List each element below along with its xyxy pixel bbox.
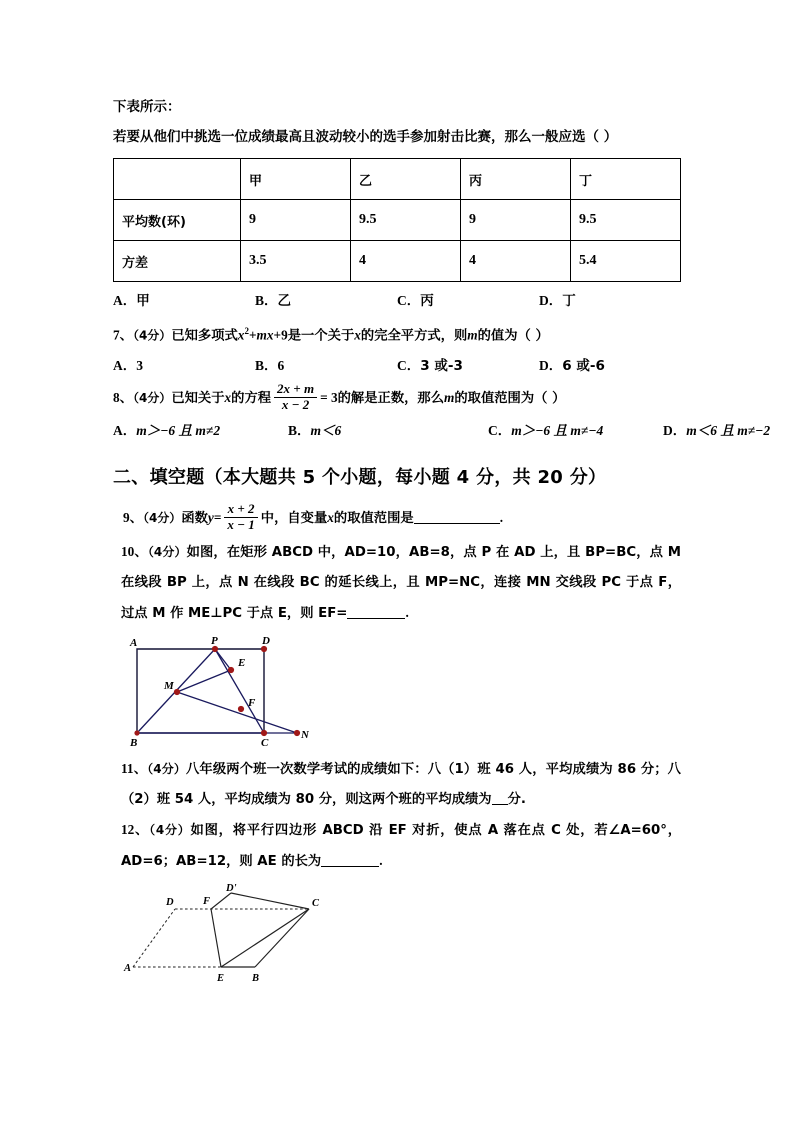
- statistics-table: [113, 158, 681, 282]
- option-d[interactable]: D．丁: [539, 293, 576, 309]
- question-10-stem: [121, 537, 681, 629]
- q7-expr-m: mx: [256, 327, 274, 343]
- option-c[interactable]: C．3 或-3: [397, 358, 463, 375]
- label-b: B: [252, 973, 260, 984]
- answer-blank[interactable]: [321, 852, 379, 867]
- label-d: D: [262, 635, 270, 648]
- q7-options: [113, 351, 683, 381]
- label-m: M: [164, 680, 174, 693]
- table-header-cell: 丙: [461, 159, 571, 200]
- point-b: [134, 731, 139, 736]
- label-d-prime: D': [226, 883, 237, 895]
- option-d[interactable]: D．6 或-6: [539, 358, 605, 375]
- q6-options: [113, 286, 683, 316]
- q9-var-y: y: [207, 510, 214, 526]
- q7-points: （4分）: [132, 328, 172, 343]
- label-b: B: [130, 737, 138, 748]
- q7-text-a: 已知多项式: [171, 328, 238, 344]
- q7-expr-tail: +9: [273, 327, 288, 343]
- option-c[interactable]: C．m＞−6 且 m≠−4: [488, 423, 604, 439]
- table-cell: 4: [461, 241, 571, 282]
- option-d[interactable]: D．m＜6 且 m≠−2: [663, 423, 771, 439]
- question-9-stem: [123, 500, 683, 537]
- q8-var-x: x: [224, 390, 232, 406]
- option-b[interactable]: B．乙: [255, 293, 292, 309]
- table-header-cell: 丁: [571, 159, 681, 200]
- q8-options: [113, 416, 771, 446]
- figure-1-container: [119, 635, 683, 752]
- label-d: D: [166, 897, 174, 909]
- q10-period: .: [405, 605, 409, 621]
- q11-points: （4分）: [147, 762, 186, 777]
- label-f: F: [203, 896, 211, 908]
- figure-2-container: [123, 883, 683, 988]
- table-cell: 9.5: [351, 200, 461, 241]
- q12-period: .: [379, 853, 383, 869]
- page-content: [113, 92, 771, 990]
- fraction-numerator: 2x + m: [277, 380, 315, 396]
- point-n: [294, 730, 300, 736]
- option-c[interactable]: C．丙: [397, 293, 434, 309]
- q8-points: （4分）: [132, 391, 172, 406]
- q7-expr-sup: 2: [244, 326, 249, 336]
- q9-var-x: x: [327, 510, 334, 526]
- q8-equals: = 3: [320, 390, 338, 406]
- q7-var-x: x: [354, 327, 361, 343]
- q8-text-d: 的取值范围为（ ）: [454, 391, 566, 407]
- q8-fraction: [274, 382, 317, 413]
- option-b[interactable]: B．6: [255, 358, 285, 374]
- label-c: C: [312, 898, 320, 910]
- q12-points: （4分）: [149, 823, 191, 838]
- q10-points: （4分）: [147, 545, 187, 560]
- q9-text-a: 函数: [181, 511, 208, 527]
- question-8-stem: [113, 381, 683, 416]
- label-a: A: [124, 963, 132, 975]
- q8-number: 8、: [113, 390, 133, 406]
- point-c: [261, 730, 267, 736]
- point-m: [174, 689, 180, 695]
- q8-var-m: m: [444, 390, 455, 406]
- segment-ad: [133, 909, 175, 967]
- table-header-cell: 乙: [351, 159, 461, 200]
- label-c: C: [261, 737, 269, 748]
- q8-text-a: 已知关于: [171, 391, 225, 407]
- row-label: 平均数(环): [114, 200, 241, 241]
- segment-fe: [211, 909, 221, 967]
- table-row: [114, 200, 681, 241]
- q9-text-c: 的取值范围是: [333, 511, 414, 527]
- point-f: [238, 706, 244, 712]
- q10-text: 如图，在矩形 ABCD 中，AD=10，AB=8，点 P 在 AD 上，且 BP=BC，点 M 在线段 BP 上，点 N 在线段 BC 的延长线上，且 MP=NC，连接 MN 交线段 PC 于点 F，过点 M 作 ME⊥PC 于点 E，则 EF=: [121, 545, 681, 622]
- table-row: [114, 241, 681, 282]
- q11-text: 八年级两个班一次数学考试的成绩如下：八（1）班 46 人，平均成绩为 86 分；八（2）班 54 人，平均成绩为 80 分，则这两个班的平均成绩为: [121, 762, 681, 808]
- option-a[interactable]: A．甲: [113, 293, 150, 309]
- q7-number: 7、: [113, 327, 133, 343]
- q12-number: 12、: [121, 822, 150, 838]
- label-f: F: [248, 697, 256, 710]
- segment-f-dprime: [211, 893, 231, 909]
- label-n: N: [301, 729, 309, 742]
- q7-text-c: 的完全平方式，则: [360, 328, 468, 344]
- fraction-denominator: x − 2: [274, 397, 317, 413]
- label-e: E: [238, 657, 246, 670]
- q11-number: 11、: [121, 761, 148, 777]
- table-header-cell: 甲: [241, 159, 351, 200]
- table-cell: 9.5: [571, 200, 681, 241]
- q8-text-c: 的解是正数，那么: [337, 391, 445, 407]
- q8-text-b: 的方程: [231, 391, 272, 407]
- question-7-stem: [113, 316, 683, 351]
- table-cell: 3.5: [241, 241, 351, 282]
- q7-text-d: 的值为（ ）: [477, 328, 549, 344]
- intro-line: 下表所示：: [113, 99, 181, 115]
- table-cell: 4: [351, 241, 461, 282]
- q9-number: 9、: [123, 510, 143, 526]
- segment-ec: [221, 909, 309, 967]
- parallelogram-fold-figure: [123, 883, 323, 983]
- table-header-row: [114, 159, 681, 200]
- segment-bc: [255, 909, 309, 967]
- q10-number: 10、: [121, 544, 148, 560]
- q9-fraction: [224, 502, 257, 533]
- segment-dprime-c: [231, 893, 309, 909]
- answer-blank[interactable]: [414, 509, 500, 524]
- row-label: 方差: [114, 241, 241, 282]
- q11-trailer: 分.: [507, 792, 526, 808]
- question-11-stem: [121, 754, 681, 815]
- option-b[interactable]: B．m＜6: [288, 423, 342, 439]
- fraction-numerator: x + 2: [227, 500, 255, 516]
- point-e: [228, 667, 234, 673]
- label-p: P: [211, 635, 218, 648]
- q7-text-b: 是一个关于: [287, 328, 355, 344]
- answer-blank[interactable]: [492, 791, 508, 805]
- section-2-heading: 二、填空题（本大题共 5 个小题，每小题 4 分，共 20 分）: [113, 467, 607, 489]
- option-a[interactable]: A．m＞−6 且 m≠2: [113, 423, 221, 439]
- answer-blank[interactable]: [347, 604, 405, 619]
- q12-text: 如图，将平行四边形 ABCD 沿 EF 对折，使点 A 落在点 C 处，若∠A=60°，AD=6；AB=12，则 AE 的长为: [121, 823, 681, 870]
- prompt-line: 若要从他们中挑选一位成绩最高且波动较小的选手参加射击比赛，那么一般应选（ ）: [113, 129, 618, 145]
- fraction-denominator: x − 1: [224, 517, 257, 533]
- q7-var-m: m: [467, 327, 478, 343]
- table-cell: 9: [461, 200, 571, 241]
- option-a[interactable]: A．3: [113, 358, 143, 374]
- label-e: E: [217, 973, 225, 984]
- q9-points: （4分）: [142, 511, 182, 526]
- q9-text-b: 中，自变量: [260, 511, 328, 527]
- q7-expr-mid: +: [248, 327, 257, 343]
- table-header-cell: [114, 159, 241, 200]
- q9-equals: =: [213, 510, 222, 526]
- question-12-stem: [121, 815, 681, 877]
- rectangle-abcd-figure: [119, 635, 309, 747]
- table-cell: 5.4: [571, 241, 681, 282]
- label-a: A: [130, 637, 138, 650]
- table-cell: 9: [241, 200, 351, 241]
- q7-expr-x: x: [237, 327, 245, 343]
- q9-period: .: [499, 510, 504, 526]
